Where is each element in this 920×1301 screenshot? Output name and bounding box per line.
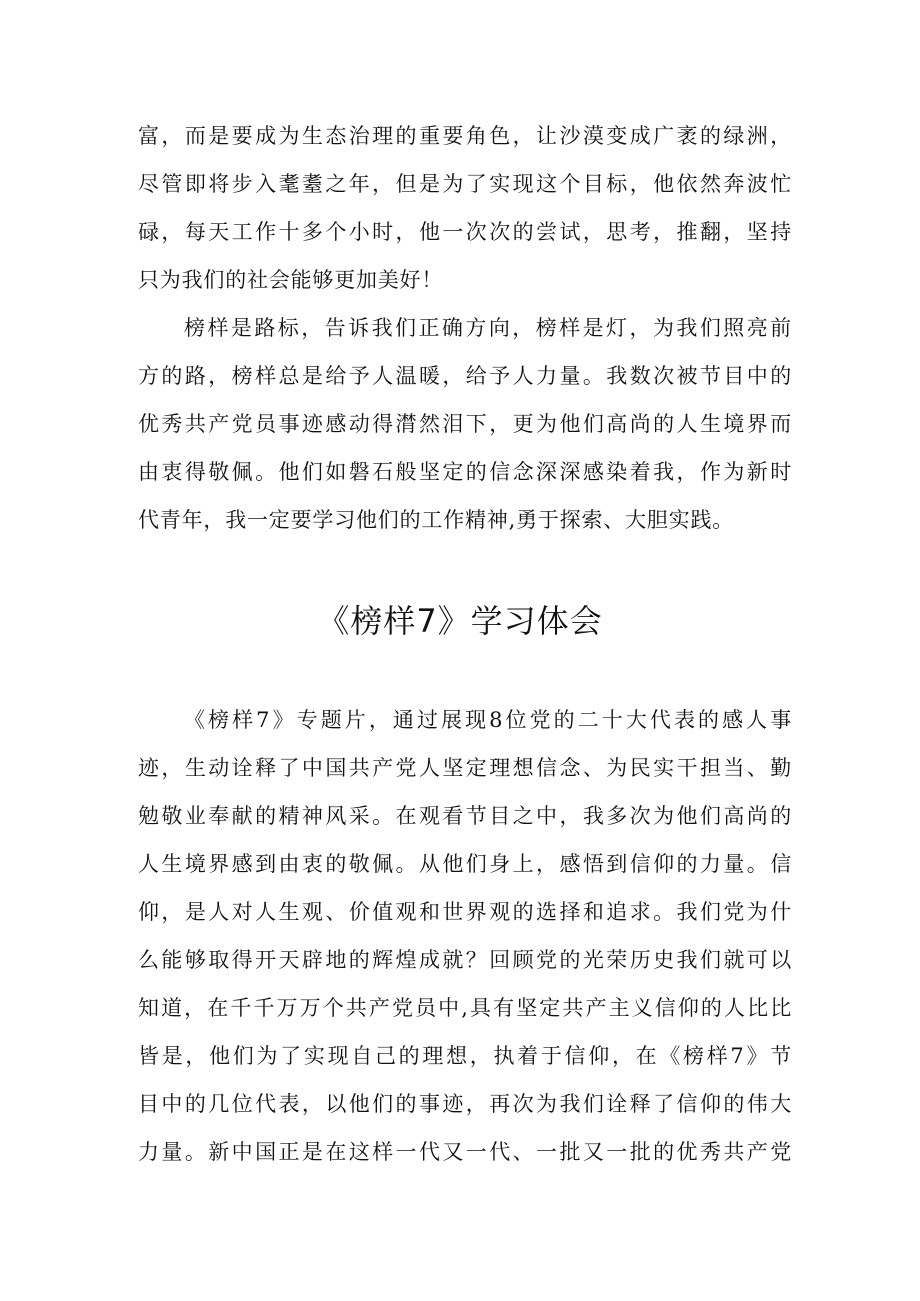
paragraph-line: 么能够取得开天辟地的辉煌成就？回顾党的光荣历史我们就可以 [138, 948, 792, 972]
paragraph-line: 知道，在千千万万个共产党员中,具有坚定共产主义信仰的人比比 [138, 996, 792, 1020]
paragraph-role-models [138, 304, 792, 544]
paragraph-line: 由衷得敬佩。他们如磐石般坚定的信念深深感染着我，作为新时 [138, 460, 792, 484]
continuation-paragraph [138, 112, 792, 304]
paragraph-line: 只为我们的社会能够更加美好！ [138, 268, 444, 292]
paragraph-line: 代青年，我一定要学习他们的工作精神,勇于探索、大胆实践。 [138, 508, 735, 532]
paragraph-line: 富，而是要成为生态治理的重要角色，让沙漠变成广袤的绿洲， [138, 124, 792, 148]
paragraph-line: 尽管即将步入耄耋之年，但是为了实现这个目标，他依然奔波忙 [138, 172, 792, 196]
paragraph-line: 《榜样7》专题片，通过展现8位党的二十大代表的感人事 [184, 708, 792, 732]
paragraph-line: 勉敬业奉献的精神风采。在观看节目之中，我多次为他们高尚的 [138, 804, 792, 828]
section-title: 《榜样7》学习体会 [317, 602, 603, 640]
paragraph-line: 皆是，他们为了实现自己的理想，执着于信仰，在《榜样7》节 [138, 1044, 792, 1068]
paragraph-line: 碌，每天工作十多个小时，他一次次的尝试，思考，推翻，坚持 [138, 220, 792, 244]
paragraph-line: 方的路，榜样总是给予人温暖，给予人力量。我数次被节目中的 [138, 364, 792, 388]
paragraph-line: 优秀共产党员事迹感动得潸然泪下，更为他们高尚的人生境界而 [138, 412, 792, 436]
paragraph-study-notes [138, 696, 792, 1176]
paragraph-line: 力量。新中国正是在这样一代又一代、一批又一批的优秀共产党 [138, 1140, 792, 1164]
paragraph-line: 目中的几位代表，以他们的事迹，再次为我们诠释了信仰的伟大 [138, 1092, 792, 1116]
paragraph-line: 榜样是路标，告诉我们正确方向，榜样是灯，为我们照亮前 [184, 316, 792, 340]
paragraph-line: 仰，是人对人生观、价值观和世界观的选择和追求。我们党为什 [138, 900, 792, 924]
paragraph-line: 迹，生动诠释了中国共产党人坚定理想信念、为民实干担当、勤 [138, 756, 792, 780]
paragraph-line: 人生境界感到由衷的敬佩。从他们身上，感悟到信仰的力量。信 [138, 852, 792, 876]
